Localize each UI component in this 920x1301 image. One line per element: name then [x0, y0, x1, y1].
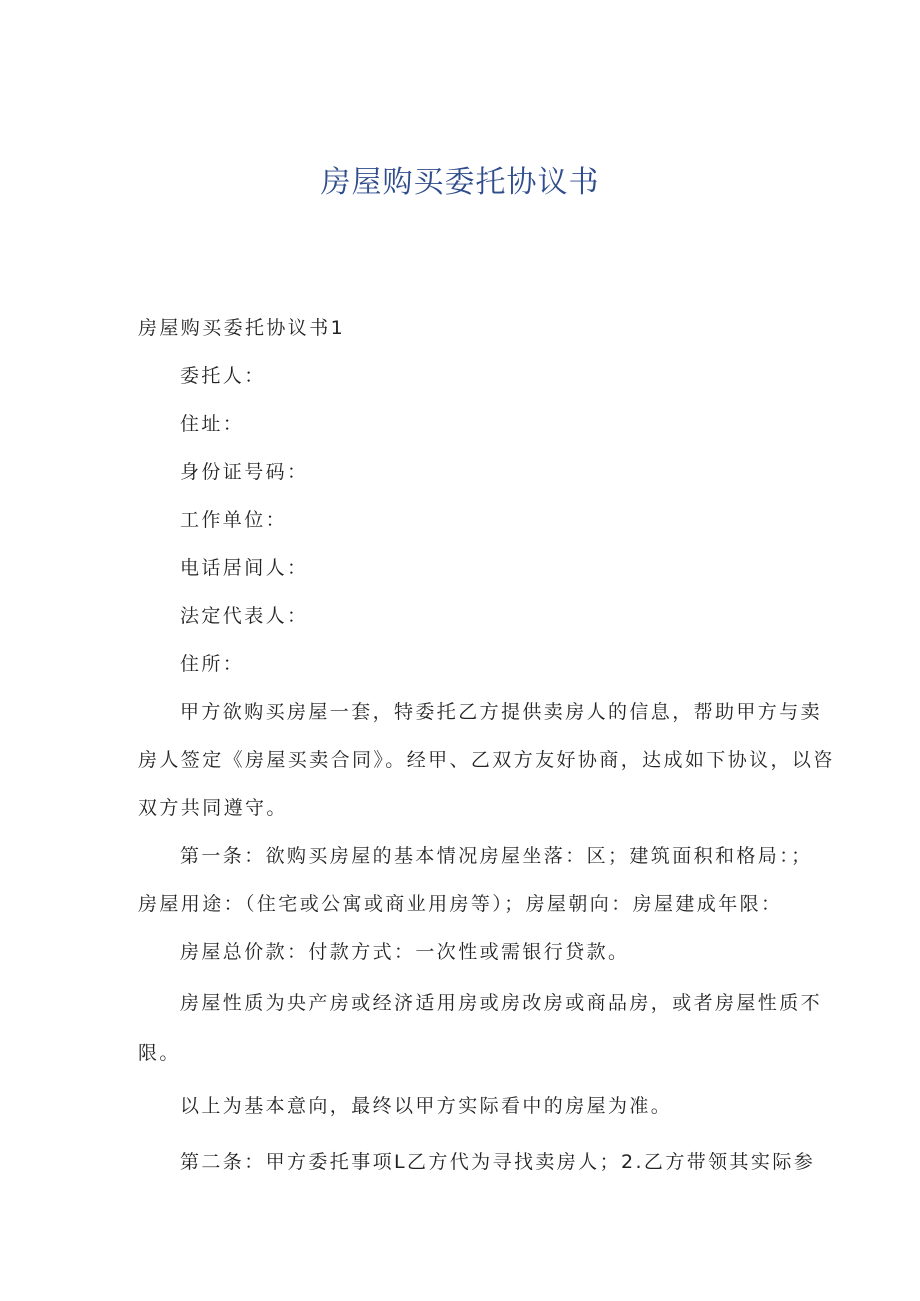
article-1-line-2: 房屋用途：（住宅或公寓或商业用房等）；房屋朝向：房屋建成年限：	[138, 893, 783, 915]
field-client: 委托人：	[180, 365, 266, 387]
paragraph-purpose-line-3: 双方共同遵守。	[138, 797, 288, 819]
document-title: 房屋购买委托协议书	[320, 165, 600, 200]
field-address: 住址：	[180, 413, 245, 435]
article-1-line-1: 第一条：欲购买房屋的基本情况房屋坐落：区；建筑面积和格局：；	[180, 845, 813, 867]
field-id-number: 身份证号码：	[180, 461, 309, 483]
article-1-line-3: 房屋总价款：付款方式：一次性或需银行贷款。	[180, 941, 630, 963]
field-legal-representative: 法定代表人：	[180, 605, 309, 627]
paragraph-purpose-line-2: 房人签定《房屋买卖合同》。经甲、乙双方友好协商，达成如下协议，以咨	[138, 749, 835, 771]
property-nature-line-1: 房屋性质为央产房或经济适用房或房改房或商品房，或者房屋性质不	[180, 992, 823, 1014]
field-employer: 工作单位：	[180, 509, 288, 531]
section-heading: 房屋购买委托协议书1	[138, 317, 346, 339]
field-phone-intermediary: 电话居间人：	[180, 557, 309, 579]
paragraph-purpose-line-1: 甲方欲购买房屋一套，特委托乙方提供卖房人的信息，帮助甲方与卖	[180, 701, 823, 723]
basic-intent: 以上为基本意向，最终以甲方实际看中的房屋为准。	[180, 1095, 673, 1117]
property-nature-line-2: 限。	[138, 1042, 181, 1064]
field-residence: 住所：	[180, 653, 245, 675]
article-2-line-1: 第二条：甲方委托事项L乙方代为寻找卖房人；2.乙方带领其实际参	[180, 1151, 816, 1173]
